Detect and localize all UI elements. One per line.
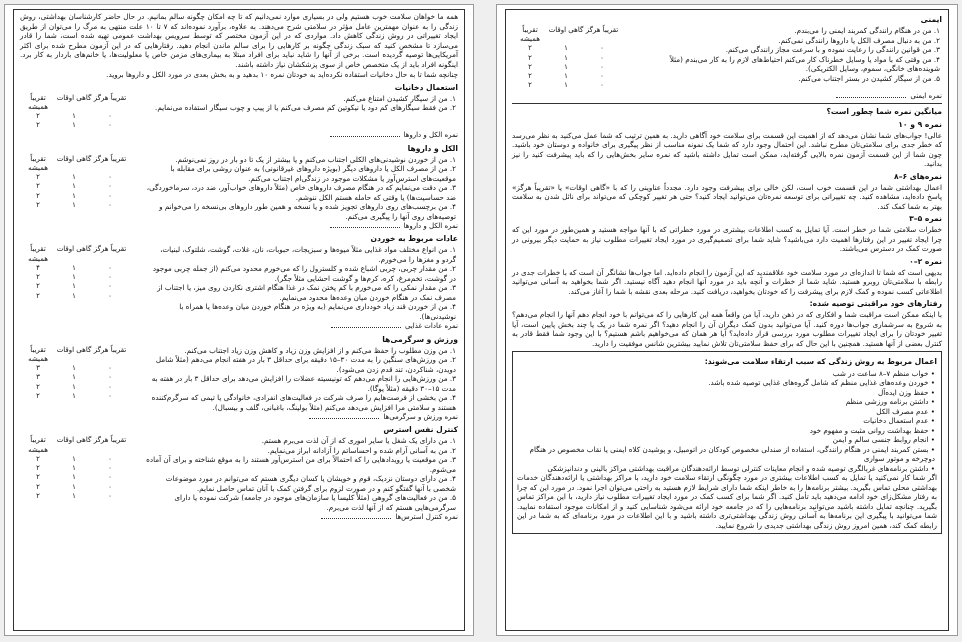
question-item: ۱. من در هنگام رانندگی کمربند ایمنی را می‌بندم. xyxy=(794,26,940,36)
question-item: ۴. من از خوردن قند زیاد خودداری می‌نمایم (به ویژه در هنگام خوردن میان وعده‌ها یا همراه با نوشیدنی‌ها). xyxy=(179,302,456,321)
score-row: ۲ ۱ ۰ xyxy=(528,72,604,81)
question-item: ۵. من در فعالیت‌های گروهی (مثلاً کلیسا یا سازمان‌های موجود در جامعه) شرکت نموده یا دارای سرگرمی‌هایی هستم که از آنها لذت می‌برم. xyxy=(174,493,456,512)
score-row: ۲ ۱ ۰ xyxy=(528,53,604,62)
question-item: ۳. من مقدار نمکی را که می‌خورم با کم پختن نمک در غذا هنگام اشتری نکاردن روی میز، یا اجتناب از مصرف نمک در هنگام خوردن میان وعده‌ها محدود می‌نمایم. xyxy=(157,283,456,302)
lifestyle-item: • عدم مصرف الکل xyxy=(517,407,937,417)
lifestyle-item: • خواب منظم ۷–۸ ساعت در شب xyxy=(517,369,937,379)
score-row: ۲ ۱ ۰ xyxy=(36,273,112,282)
question-item: ۳. من موقعیت یا رویدادهایی را که احتمالاً برای من استرس‌آور هستند را به موقع شناخته و برای آن آماده می‌شوم. xyxy=(146,455,456,474)
section-title-stress: کنترل نفس استرس xyxy=(383,425,458,435)
lifestyle-box xyxy=(512,351,942,534)
score-total-line: نمره الکل و داروها xyxy=(20,131,458,140)
grade-text: خطرات سلامتی شما در خطر است. آیا تمایل به کسب اطلاعات بیشتری در مورد خطراتی که با آنها مواجه هستید و همین‌طور در مورد این که چرا ایجاد تغییر در این رفتارها اهمیت دارد می‌باشید؟ شاید شما برای تصمیم‌گیری در مورد ایجاد تغییرات مطلوب نیاز به حمایت دیگر بیرونی در صورت کمک در دسترس می‌باشند. xyxy=(512,225,942,254)
question-item: ۲. من ورزش‌های سنگین را به مدت ۳۰–۱۵ دقیقه برای حداقل ۳ بار در هفته انجام می‌دهم (مثلاً شامل دویدن، شناکردن، تند قدم زدن می‌شود). xyxy=(155,355,456,374)
scale-header: تقریباً همیشه گاهی اوقات تقریباً هرگز xyxy=(28,245,127,263)
lifestyle-item: • خوردن وعده‌های غذایی منظم که شامل گروه‌های غذایی توصیه شده باشد. xyxy=(517,378,937,388)
right-page-frame xyxy=(505,9,949,631)
score-row: ۲ ۱ ۰ xyxy=(36,473,112,482)
lifestyle-item: • حفظ وزن ایده‌آل xyxy=(517,388,937,398)
question-item: ۲. من به دنبال مصرف الکل یا داروها رانندگی نمی‌کنم. xyxy=(778,35,940,45)
question-item: ۱. من وزن مطلوب را حفظ می‌کنم و از افزایش وزن زیاد و کاهش وزن زیاد اجتناب می‌کنم. xyxy=(184,345,456,355)
score-row: ۲ ۱ ۰ xyxy=(36,191,112,200)
score-row: ۳ ۱ ۰ xyxy=(36,364,112,373)
eating-block xyxy=(20,245,458,321)
question-item: ۴. من بخشی از فرصت‌هایم را صرف شرکت در فعالیت‌های انفرادی، خانوادگی یا تیمی که سرگرم‌کننده هستند و سلامتی مرا افزایش می‌دهد می‌کنم (مثلاً بولینگ، باغبانی، گلف و بیسبال). xyxy=(151,393,456,412)
grade-title: نمره‌های ۶–۸ xyxy=(894,171,942,181)
lifestyle-item: • انجام روابط جنسی سالم و ایمن xyxy=(517,435,937,445)
grade-title: نمره ۹ و ۱۰ xyxy=(898,119,942,129)
self-care-title: رفتارهای خود مراقبتی توصیه شده: xyxy=(809,299,942,309)
section-title-alcohol: الکل و داروها xyxy=(407,143,458,153)
lifestyle-item: • داشتن برنامه ورزشی منظم xyxy=(517,397,937,407)
score-row: ۲ ۱ ۰ xyxy=(36,111,112,120)
question-item: ۱. من از خوردن نوشیدنی‌های الکلی اجتناب می‌کنم و یا بیشتر از یک تا دو بار در روز نمی‌نوشم. xyxy=(175,154,456,164)
question-item: ۵. من از سیگار کشیدن در بستر اجتناب می‌کنم. xyxy=(798,73,940,83)
section-title-smoking: استعمال دخانیات xyxy=(394,82,458,92)
score-row: ۲ ۱ ۰ xyxy=(528,81,604,90)
question-item: ۲. من از مصرف الکل یا داروهای دیگر (بویژه داروهای غیرقانونی) به عنوان روشی برای مقابله با موقعیت‌های استرس‌آور یا مشکلات موجود در زندگی‌ام اجتناب می‌کنم. xyxy=(170,164,456,183)
score-row: ۳ ۱ ۰ xyxy=(36,373,112,382)
question-item: ۱. من از سیگار کشیدن امتناع می‌کنم. xyxy=(343,93,456,103)
left-page-frame xyxy=(13,9,465,631)
question-item: ۴. من برچسب‌های روی داروهای تجویز شده و یا نسخه و همین طور داروهای بی‌نسخه را می‌خوانم و توصیه‌های روی آنها را پیگیری می‌کنم. xyxy=(159,202,456,221)
grade-text: بدیهی است که شما تا اندازه‌ای در مورد سلامت خود علاقمندید که این آزمون را انجام داده‌اید. اما جواب‌ها نشانگر آن است که با خطرات جدی در رابطه با سلامتی‌تان روبرو هستید. شاید شما از خطرات و آنچه باید در مورد آنها انجام دهید آگاه نیستید. اگر شما بخواهید به آسانی می‌توانید اطلاعاتی کسب نموده و کمک لازم برای پیشرفت را که خودتان بخواهید، دریافت کنید. مرحله بعدی نقشه با شما را آغاز می‌کند. xyxy=(512,267,942,296)
score-row: ۲ ۱ ۰ xyxy=(36,200,112,209)
question-item: ۲. من فقط سیگارهای کم دود یا نیکوتین کم مصرف می‌کنم یا از پیپ و چوب سیگار استفاده می‌نمایم. xyxy=(155,103,456,113)
score-row: ۲ ۱ ۰ xyxy=(36,121,112,130)
scale-header: تقریباً همیشه گاهی اوقات تقریباً هرگز xyxy=(28,436,127,454)
score-row: ۲ ۱ ۰ xyxy=(36,282,112,291)
grade-text: اعمال بهداشتی شما در این قسمت خوب است، لکن خالی برای پیشرفت وجود دارد. مجدداً عناوینی را که با «گاهی اوقات» یا «تقریباً هرگز» پاسخ داده‌اید، مشاهده کنید. چه تغییراتی برای توسعه نمره‌تان می‌توانید ایجاد کنید؟ حتی هر تغییر کوچکی که می‌تواند برای نائل شدن به سلامت بهتر به شما کمک کند. xyxy=(512,182,942,211)
instruction-text: چنانچه شما تا به حال دخانیات استفاده نکرده‌اید به خودتان نمره ۱۰ بدهید و به بخش بعدی در مورد الکل و داروها بروید. xyxy=(106,70,458,79)
score-row: ۲ ۱ ۰ xyxy=(36,173,112,182)
right-page xyxy=(496,4,958,636)
scale-header: تقریباً همیشه گاهی اوقات تقریباً هرگز xyxy=(28,154,127,172)
score-total-line: نمره ورزش و سرگرمی‌ها xyxy=(20,413,458,422)
score-row: ۲ ۱ ۰ xyxy=(36,382,112,391)
exercise-block xyxy=(20,346,458,413)
question-item: ۴. من دارای دوستان نزدیک، قوم و خویشان یا کسان دیگری هستم که می‌توانم در مورد موضوعات شخصی با آنها گفتگو کنم و در صورت لزوم برای گرفتن کمک با آنان تماس حاصل نمایم. xyxy=(165,474,456,493)
score-total-line: نمره عادات غذایی xyxy=(20,322,458,331)
score-row: ۲ ۱ ۰ xyxy=(36,391,112,400)
lifestyle-item: • عدم استعمال دخانیات xyxy=(517,416,937,426)
lifestyle-item: • بستن کمربند ایمنی در هنگام رانندگی، استفاده از صندلی مخصوص کودکان در اتومبیل، و پوشیدن کلاه ایمنی یا نقاب مخصوص در هنگام دوچرخه و موتور سواری xyxy=(517,445,937,464)
closing-text: اگر شما کار نمی‌کنید یا تمایل به کسب اطلاعات بیشتری در مورد چگونگی ارتقاء سلامت خود دارید، با مراکز بهداشتی یا ارائه‌دهندگان خدمات بهداشتی محلی تماس بگیرید. بیشتر برنامه‌ها را به خاطر اینکه شما دارای شرایط لازم هستید به راحتی می‌توان اجرا نمود. در مورد این که چرا به رفتار مشکل‌زای خود ادامه می‌دهید باید تأمل کنید. اگر شما برای کسب کمک در مورد ایجاد تغییرات مطلوب نیاز دارید، با این مراکز تماس بگیرید. چنانچه تمایل داشته باشید می‌توانید برنامه‌هایی را که در جامعه خود ارائه می‌شود شناسایی کنید و از امکانات موجود استفاده نمایید. شما می‌توانید با پیگیری این برنامه‌ها به آسانی روش زندگی بهداشتی‌تری داشته باشید و با این اطلاعات در مورد برنامه‌ای که به شما در این رابطه کمک کند، همین امروز روش زندگی بهداشتی جدیدی را شروع نمایید. xyxy=(517,473,937,530)
score-total-line: نمره الکل و داروها xyxy=(20,222,458,231)
grade-text: عالی! جواب‌های شما نشان می‌دهد که از اهمیت این قسمت برای سلامت خود آگاهی دارید. به همین ترتیب که شما عمل می‌کنید به نظر می‌رسد که خطر جدی برای سلامتی‌تان مطرح نباشد. این احتمال وجود دارد که شما یک نمونه مناسب از نظر پیگیری برای خانواده و دوستان خود باشید. چون شما از این قسمت آزمون نمره بالایی گرفته‌اید، ممکن است تمایل داشته باشید که نمره سایر بخش‌هایی را که باید پیشرفت کنید را نیز بدانید. xyxy=(512,130,942,169)
score-row: ۲ ۱ ۰ xyxy=(36,454,112,463)
question-item: ۴. من وقتی که با مواد یا وسایل خطرناک کار می‌کنم احتیاط‌های لازم را به کار می‌بندم (مثلاً شوینده‌های خانگی، سموم، وسایل الکتریکی). xyxy=(669,54,940,74)
question-item: ۳. من ورزش‌هایی را انجام می‌دهم که تونیسیته عضلات را افزایش می‌دهد برای حداقل ۳ بار در هفته به مدت ۱۵–۳۰ دقیقه (مثلاً یوگا). xyxy=(151,374,456,393)
intro-paragraph: همه ما خواهان سلامت خوب هستیم ولی در بسیاری موارد نمی‌دانیم که تا چه امکان چگونه سالم بمانیم. در حال حاضر کارشناسان بهداشتی، روش زندگی را به عنوان مهمترین عامل مؤثر در سلامتی شرح می‌دهند. به علاوه، برآورد نموده‌اند که ۷ تا ۱۰ علت منتهی به مرگ را می‌توان از طریق ایجاد تغییراتی در روش زندگی کاهش داد. مواردی که در این آزمون مختصر که توسط سرویس بهداشت عمومی تهیه شده است، شما را قادر می‌سازد تا مشخص کنید که سبک زندگی چگونه بر کارهایی را برای سالم ماندن انجام دهید. رفتارهایی که در این آزمون مطرح شده برای اکثر آمریکایی‌ها توصیه گردیده است. برخی از آنها را شاید نباید برای افراد مبتلا به بیماری‌های مزمن خاص یا معلولیت‌ها، یا خانم‌های باردار به کار برد. اینگونه افراد باید از یک متخصص خاص از سوی پزشکشان نیاز داشته باشند. xyxy=(20,12,459,69)
safety-block xyxy=(512,26,942,91)
score-row: ۲ ۱ ۰ xyxy=(36,464,112,473)
alcohol-block xyxy=(20,155,458,222)
scale-header: تقریباً همیشه گاهی اوقات تقریباً هرگز xyxy=(28,345,127,363)
question-item: ۱. من دارای یک شغل یا سایر اموری که از آن لذت می‌برم هستم. xyxy=(261,436,456,446)
section-title-exercise: ورزش و سرگرمی‌ها xyxy=(382,334,458,344)
score-row: ۲ ۱ ۰ xyxy=(36,482,112,491)
smoking-block xyxy=(20,94,458,131)
score-row: ۲ ۱ ۰ xyxy=(36,491,112,500)
score-row: ۲ ۱ ۰ xyxy=(36,291,112,300)
score-row: ۲ ۱ ۰ xyxy=(528,44,604,53)
score-total-line: نمره ایمنی xyxy=(512,92,942,101)
grade-title: نمره ۲–۰ xyxy=(909,256,942,266)
section-title-safety: ایمنی xyxy=(920,15,942,24)
question-item: ۲. من مقدار چربی، چربی اشباع شده و کلسترول را که می‌خورم محدود می‌کنم (از جمله چربی موجود در گوشت، تخم‌مرغ، کره، کرم‌ها و گوشت احشایی مثلاً جگر). xyxy=(152,264,456,283)
score-row: ۲ ۱ ۰ xyxy=(528,62,604,71)
lifestyle-item: • داشتن برنامه‌های غربالگری توصیه شده و انجام معاینات کنترلی توسط ارائه‌دهندگان مراقبت بهداشتی مراکز بالینی و دندانپزشکی xyxy=(517,464,937,474)
lifestyle-title: اعمال مربوط به روش زندگی که سبب ارتقاء سلامت می‌شوند: xyxy=(704,357,937,367)
stress-block xyxy=(20,436,458,512)
score-row: ۴ ۱ ۰ xyxy=(36,263,112,272)
question-item: ۳. من دقت می‌نمایم که در هنگام مصرف داروهای خاص (مثلاً داروهای خواب‌آور، ضد درد، سرماخوردگی، ضد حساسیت‌ها) یا وقتی که حامله هستم الکل ننوشم. xyxy=(146,183,456,202)
grade-title: نمره ۵–۳ xyxy=(909,214,942,224)
question-item: ۱. من انواع مختلف مواد غذایی مثلاً میوه‌ها و سبزیجات، حبوبات، نان، غلات، گوشت، شلتوک، لبنیات، گردو و مغزها را می‌خورم. xyxy=(160,245,456,264)
score-row: ۲ ۱ ۰ xyxy=(36,182,112,191)
left-page xyxy=(4,4,474,636)
self-care-text: با اینکه ممکن است مراقبت شما و افکاری که در ذهن دارید، آیا من واقعاً همه این کارهایی را که می‌توانم با خود انجام دهم آنها را انجام می‌دهم؟ به شروع به سرشماری جواب‌ها دوره کنید. آیا می‌توانید بدون کمک دیگران آن را انجام دهید؟ اگر نمره شما در یک یا چند بخش پایین است، آیا تغییر خودتان را برای ایجاد تغییرات مطلوب مورد بررسی قرار داده‌اید؟ آیا هر همان که می‌خواهیم باشم هستیم؟ با این وجود شما فقط قادر به کنترل بعضی از آنها هستید. همچنین با این حال که برای حفظ سلامتی‌تان تلاش نمایید بیشترین شانس موفقیت را دارید. xyxy=(512,310,942,348)
question-item: ۲. من به آسانی آرام شده و احساساتم را آزادانه ابراز می‌نمایم. xyxy=(267,445,456,455)
scale-header: تقریباً همیشه گاهی اوقات تقریباً هرگز xyxy=(28,93,127,111)
question-item: ۳. من قوانین رانندگی را رعایت نموده و با سرعت مجاز رانندگی می‌کنم. xyxy=(725,45,940,55)
scale-header: تقریباً همیشه گاهی اوقات تقریباً هرگز xyxy=(520,26,619,44)
section-title-eating: عادات مربوط به خوردن xyxy=(370,234,458,244)
score-question-title: میانگین نمره شما چطور است؟ xyxy=(826,106,942,116)
score-total-line: نمره کنترل استرس‌ها xyxy=(20,513,458,522)
divider xyxy=(512,103,942,104)
lifestyle-item: • حفظ بهداشت روانی مثبت و مفهوم خود xyxy=(517,426,937,436)
